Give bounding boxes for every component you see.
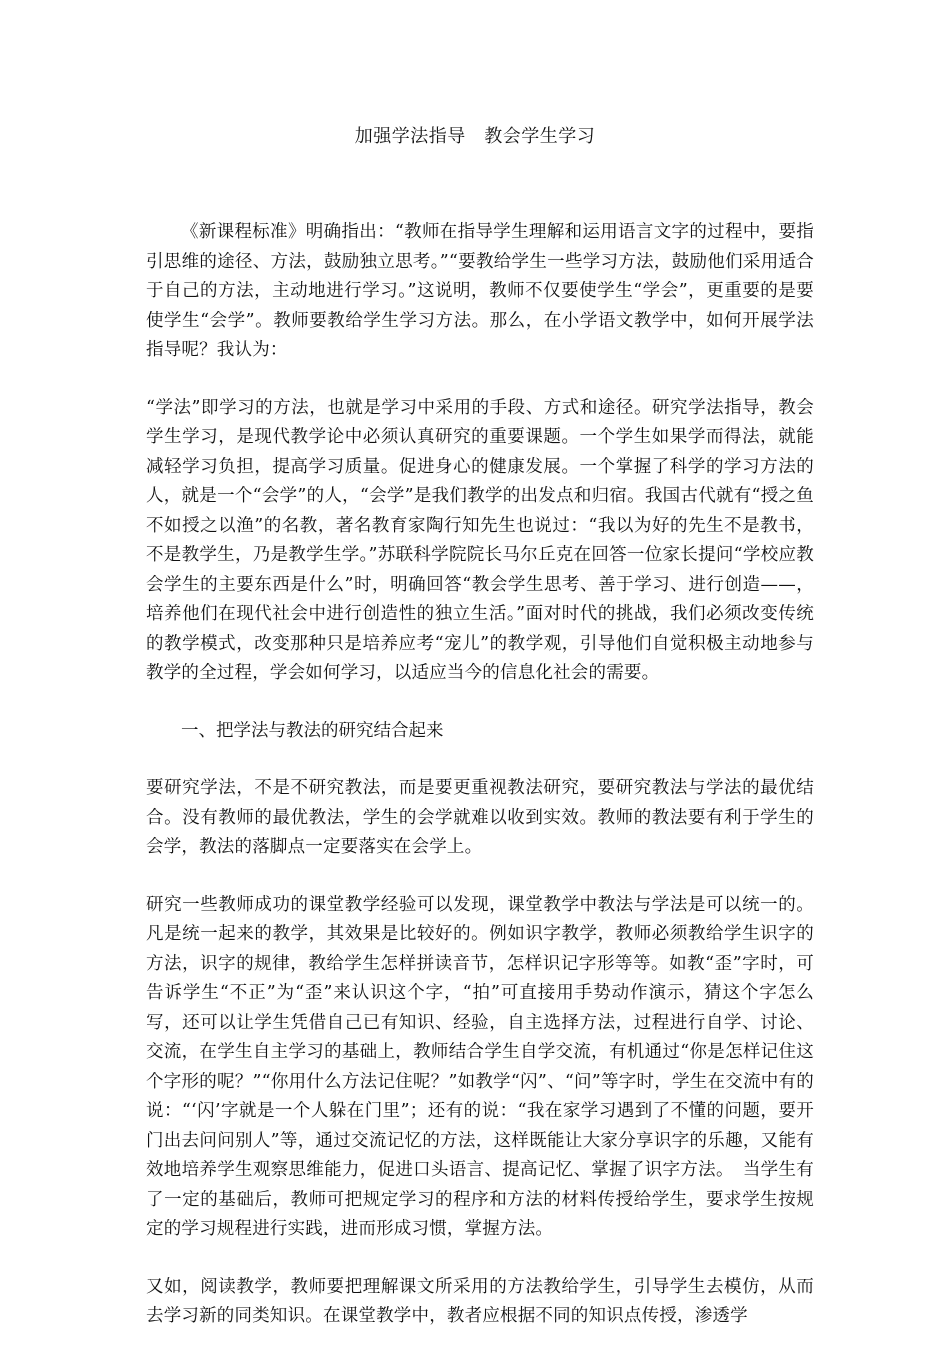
document-title: 加强学法指导 教会学生学习 [354, 126, 596, 147]
paragraph-reading-example: 又如，阅读教学，教师要把理解课文所采用的方法教给学生，引导学生去模仿，从而去学习新的同类知识。在课堂教学中，教者应根据不同的知识点传授，渗透学 [146, 1276, 814, 1326]
paragraph-learning-methods: “学法”即学习的方法，也就是学习中采用的手段、方式和途径。研究学法指导，教会学生学习，是现代教学论中必须认真研究的重要课题。一个学生如果学而得法，就能减轻学习负担，提高学习质量。促进身心的健康发展。一个掌握了科学的学习方法的人，就是一个“会学”的人，“会学”是我们教学的出发点和归宿。我国古代就有“授之鱼不如授之以渔”的名教，著名教育家陶行知先生也说过：“我以为好的先生不是教书，不是教学生，乃是教学生学。”苏联科学院院长马尔丘克在回答一位家长提问“学校应教会学生的主要东西是什么”时，明确回答“教会学生思考、善于学习、进行创造——，培养他们在现代社会中进行创造性的独立生活。”面对时代的挑战，我们必须改变传统的教学模式，改变那种只是培养应考“宠儿”的教学观，引导他们自觉积极主动地参与教学的全过程，学会如何学习，以适应当今的信息化社会的需要。 [146, 397, 814, 683]
section-heading-1: 一、把学法与教法的研究结合起来 [181, 720, 444, 741]
document-body [146, 218, 814, 1360]
paragraph-literacy-example: 研究一些教师成功的课堂教学经验可以发现，课堂教学中教法与学法是可以统一的。凡是统一起来的教学，其效果是比较好的。例如识字教学，教师必须教给学生识字的方法，识字的规律，教给学生怎样拼读音节，怎样识记字形等等。如教“歪”字时，可告诉学生“不正”为“歪”来认识这个字，“拍”可直接用手势动作演示，猜这个字怎么写，还可以让学生凭借自己已有知识、经验，自主选择方法，过程进行自学、讨论、交流，在学生自主学习的基础上，教师结合学生自学交流，有机通过“你是怎样记住这个字形的呢？”“你用什么方法记住呢？”如教学“闪”、“问”等字时，学生在交流中有的说：“‘闪’字就是一个人躲在门里”；还有的说：“我在家学习遇到了不懂的问题，要开门出去问问别人”等，通过交流记忆的方法，这样既能让大家分享识字的乐趣，又能有效地培养学生观察思维能力，促进口头语言、提高记忆、掌握了识字方法。 当学生有了一定的基础后，教师可把规定学习的程序和方法的材料传授给学生，要求学生按规定的学习规程进行实践，进而形成习惯，掌握方法。 [146, 894, 814, 1239]
intro-paragraph: 《新课程标准》明确指出：“教师在指导学生理解和运用语言文字的过程中，要指引思维的途径、方法，鼓励独立思考。”“要教给学生一些学习方法，鼓励他们采用适合于自己的方法，主动地进行学习。”这说明，教师不仅要使学生“学会”，更重要的是要使学生“会学”。教师要教给学生学习方法。那么，在小学语文教学中，如何开展学法指导呢？我认为： [146, 222, 814, 360]
paragraph-teaching-methods: 要研究学法，不是不研究教法，而是要更重视教法研究，要研究教法与学法的最优结合。没有教师的最优教法，学生的会学就难以收到实效。教师的教法要有利于学生的会学，教法的落脚点一定要落实在会学上。 [146, 778, 814, 857]
